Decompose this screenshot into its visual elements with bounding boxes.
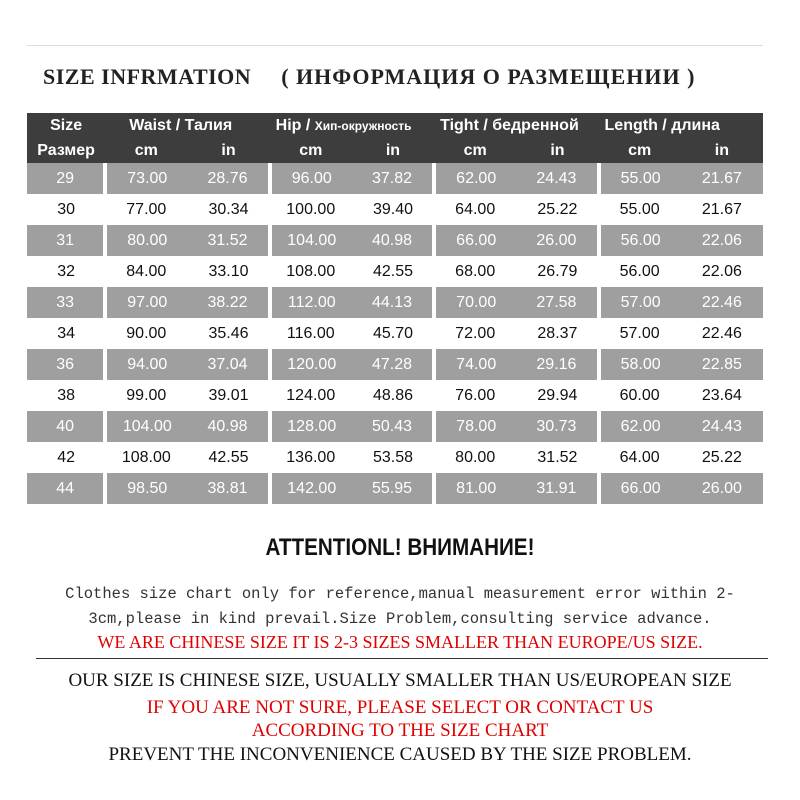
measurement-cell: 28.76 [187, 163, 269, 194]
measurement-cell: 73.00 [105, 163, 187, 194]
measurement-cell: 28.37 [516, 318, 598, 349]
table-row [27, 194, 763, 225]
measurement-cell: 72.00 [434, 318, 516, 349]
measurement-cell: 23.64 [681, 380, 763, 411]
measurement-cell: 142.00 [270, 473, 352, 504]
measurement-cell: 26.00 [516, 225, 598, 256]
measurement-cell: 31.52 [516, 442, 598, 473]
size-cell: 34 [27, 318, 105, 349]
measurement-cell: 76.00 [434, 380, 516, 411]
header-hip-ru: Хип-окружность [314, 118, 412, 133]
size-cell: 42 [27, 442, 105, 473]
chinese-size-warning: WE ARE CHINESE SIZE IT IS 2-3 SIZES SMALLER THAN EUROPE/US SIZE. [97, 632, 703, 652]
table-row [27, 380, 763, 411]
measurement-cell: 33.10 [187, 256, 269, 287]
measurement-cell: 39.40 [352, 194, 434, 225]
bottom-line-1: OUR SIZE IS CHINESE SIZE, USUALLY SMALLER THAN US/EUROPEAN SIZE [68, 670, 732, 691]
measurement-cell: 64.00 [599, 442, 681, 473]
measurement-cell: 40.98 [352, 225, 434, 256]
unit-in: in [187, 138, 269, 163]
measurement-cell: 37.04 [187, 349, 269, 380]
measurement-cell: 104.00 [105, 411, 187, 442]
measurement-cell: 104.00 [270, 225, 352, 256]
unit-in: in [681, 138, 763, 163]
measurement-cell: 66.00 [434, 225, 516, 256]
measurement-cell: 98.50 [105, 473, 187, 504]
size-cell: 36 [27, 349, 105, 380]
measurement-cell: 99.00 [105, 380, 187, 411]
measurement-cell: 58.00 [599, 349, 681, 380]
measurement-cell: 66.00 [599, 473, 681, 504]
table-row [27, 349, 763, 380]
measurement-cell: 24.43 [681, 411, 763, 442]
size-cell: 38 [27, 380, 105, 411]
measurement-cell: 30.73 [516, 411, 598, 442]
measurement-cell: 44.13 [352, 287, 434, 318]
size-cell: 30 [27, 194, 105, 225]
measurement-cell: 47.28 [352, 349, 434, 380]
measurement-cell: 38.81 [187, 473, 269, 504]
measurement-cell: 124.00 [270, 380, 352, 411]
measurement-cell: 30.34 [187, 194, 269, 225]
table-row [27, 473, 763, 504]
unit-cm: cm [599, 138, 681, 163]
page-title [27, 45, 763, 108]
size-cell: 44 [27, 473, 105, 504]
measurement-cell: 84.00 [105, 256, 187, 287]
measurement-cell: 97.00 [105, 287, 187, 318]
table-unit-row [27, 138, 763, 163]
measurement-cell: 39.01 [187, 380, 269, 411]
measurement-cell: 53.58 [352, 442, 434, 473]
measurement-cell: 22.06 [681, 256, 763, 287]
measurement-cell: 22.46 [681, 287, 763, 318]
unit-in: in [352, 138, 434, 163]
measurement-cell: 37.82 [352, 163, 434, 194]
measurement-cell: 90.00 [105, 318, 187, 349]
header-size-en: Size [27, 113, 105, 138]
measurement-cell: 74.00 [434, 349, 516, 380]
measurement-cell: 136.00 [270, 442, 352, 473]
measurement-cell: 120.00 [270, 349, 352, 380]
measurement-cell: 27.58 [516, 287, 598, 318]
size-cell: 33 [27, 287, 105, 318]
measurement-cell: 100.00 [270, 194, 352, 225]
table-row [27, 411, 763, 442]
measurement-cell: 38.22 [187, 287, 269, 318]
measurement-cell: 77.00 [105, 194, 187, 225]
measurement-cell: 35.46 [187, 318, 269, 349]
table-body [27, 163, 763, 504]
measurement-cell: 21.67 [681, 163, 763, 194]
measurement-cell: 29.16 [516, 349, 598, 380]
measurement-cell: 108.00 [270, 256, 352, 287]
reference-note: Clothes size chart only for reference,manual measurement error within 2-3cm,please in kind prevail.Size Problem,consulting service advance. [65, 585, 735, 628]
size-cell: 31 [27, 225, 105, 256]
attention-heading: ATTENTIONL! ВНИМАНИЕ! [265, 534, 535, 561]
measurement-cell: 45.70 [352, 318, 434, 349]
measurement-cell: 55.00 [599, 194, 681, 225]
measurement-cell: 81.00 [434, 473, 516, 504]
size-cell: 40 [27, 411, 105, 442]
measurement-cell: 42.55 [187, 442, 269, 473]
unit-cm: cm [434, 138, 516, 163]
title-english: SIZE INFRMATION [43, 64, 252, 89]
header-hip-en: Hip / [275, 116, 315, 134]
measurement-cell: 80.00 [105, 225, 187, 256]
measurement-cell: 128.00 [270, 411, 352, 442]
measurement-cell: 78.00 [434, 411, 516, 442]
measurement-cell: 40.98 [187, 411, 269, 442]
measurement-cell: 22.06 [681, 225, 763, 256]
header-hip [270, 113, 434, 138]
measurement-cell: 56.00 [599, 256, 681, 287]
measurement-cell: 25.22 [681, 442, 763, 473]
measurement-cell: 68.00 [434, 256, 516, 287]
measurement-cell: 42.55 [352, 256, 434, 287]
table-row [27, 442, 763, 473]
size-cell: 29 [27, 163, 105, 194]
measurement-cell: 57.00 [599, 318, 681, 349]
header-tight: Tight / бедренной [434, 113, 598, 138]
measurement-cell: 55.95 [352, 473, 434, 504]
measurement-cell: 60.00 [599, 380, 681, 411]
size-chart-table [27, 113, 763, 504]
title-russian: ( ИНФОРМАЦИЯ О РАЗМЕЩЕНИИ ) [281, 64, 696, 89]
measurement-cell: 26.00 [681, 473, 763, 504]
measurement-cell: 22.85 [681, 349, 763, 380]
table-row [27, 225, 763, 256]
measurement-cell: 64.00 [434, 194, 516, 225]
header-length: Length / длина [599, 113, 763, 138]
measurement-cell: 31.52 [187, 225, 269, 256]
measurement-cell: 22.46 [681, 318, 763, 349]
measurement-cell: 50.43 [352, 411, 434, 442]
measurement-cell: 94.00 [105, 349, 187, 380]
measurement-cell: 80.00 [434, 442, 516, 473]
unit-cm: cm [105, 138, 187, 163]
header-size-ru: Размер [27, 138, 105, 163]
measurement-cell: 62.00 [599, 411, 681, 442]
measurement-cell: 108.00 [105, 442, 187, 473]
measurement-cell: 70.00 [434, 287, 516, 318]
bottom-line-2: IF YOU ARE NOT SURE, PLEASE SELECT OR CONTACT US [146, 697, 654, 718]
measurement-cell: 24.43 [516, 163, 598, 194]
measurement-cell: 62.00 [434, 163, 516, 194]
table-row [27, 318, 763, 349]
measurement-cell: 26.79 [516, 256, 598, 287]
measurement-cell: 55.00 [599, 163, 681, 194]
measurement-cell: 21.67 [681, 194, 763, 225]
measurement-cell: 29.94 [516, 380, 598, 411]
unit-cm: cm [270, 138, 352, 163]
table-header-row [27, 113, 763, 138]
measurement-cell: 96.00 [270, 163, 352, 194]
divider [36, 658, 768, 659]
unit-in: in [516, 138, 598, 163]
measurement-cell: 48.86 [352, 380, 434, 411]
bottom-line-3: ACCORDING TO THE SIZE CHART [251, 720, 549, 741]
measurement-cell: 31.91 [516, 473, 598, 504]
table-row [27, 163, 763, 194]
size-cell: 32 [27, 256, 105, 287]
measurement-cell: 116.00 [270, 318, 352, 349]
measurement-cell: 57.00 [599, 287, 681, 318]
header-waist: Waist / Талия [105, 113, 269, 138]
measurement-cell: 25.22 [516, 194, 598, 225]
measurement-cell: 56.00 [599, 225, 681, 256]
measurement-cell: 112.00 [270, 287, 352, 318]
table-row [27, 287, 763, 318]
bottom-line-4: PREVENT THE INCONVENIENCE CAUSED BY THE SIZE PROBLEM. [108, 744, 692, 765]
table-row [27, 256, 763, 287]
